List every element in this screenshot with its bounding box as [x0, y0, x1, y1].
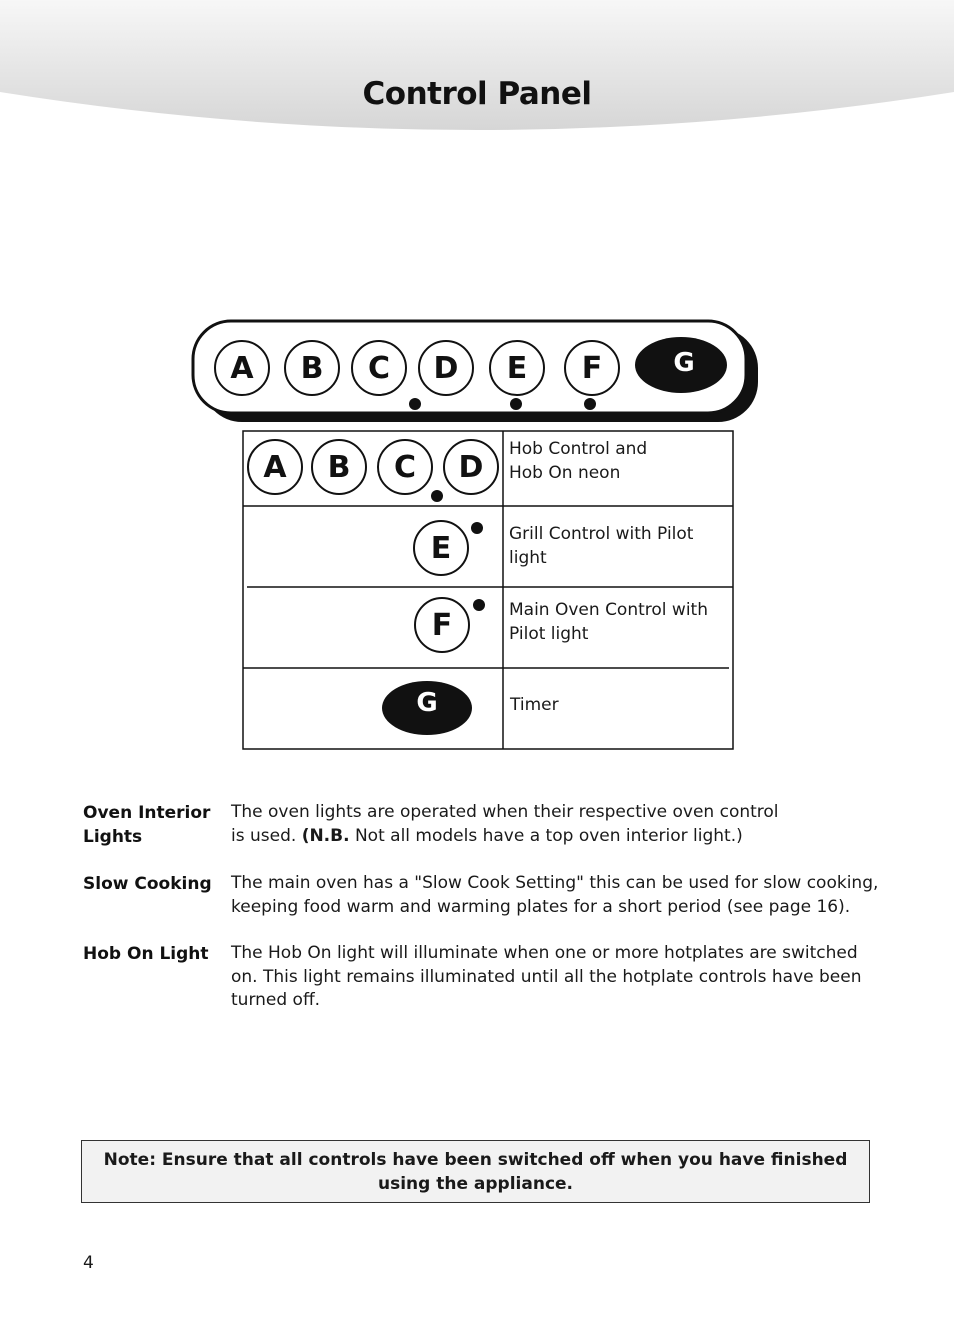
svg-text:A: A [263, 450, 287, 485]
table-oven-pilot-dot [473, 599, 485, 611]
table-timer-g [382, 681, 472, 735]
table-knob-a [248, 440, 302, 494]
table-knob-c [378, 440, 432, 494]
table-knob-e [414, 521, 468, 575]
table-knob-d [444, 440, 498, 494]
svg-text:G: G [673, 348, 695, 378]
svg-text:E: E [430, 531, 452, 566]
page-number: 4 [83, 1253, 94, 1273]
note-text: Note: Ensure that all controls have been switched off when you have finished using the appliance. [103, 1149, 848, 1194]
hob-on-light-text: The Hob On light will illuminate when one or more hotplates are switched on. This light remains illuminated until all the hotplate controls have been turned off. [231, 943, 862, 1010]
oven-interior-lights-text: The oven lights are operated when their respective oven control is used. (N.B. Not all models have a top oven interior light.) [231, 802, 779, 846]
slow-cooking-text: The main oven has a "Slow Cook Setting" this can be used for slow cooking, keeping food warm and warming plates for a short period (see page 16). [231, 873, 879, 917]
slow-cooking-label: Slow Cooking [83, 874, 212, 894]
table-knob-f [415, 598, 469, 652]
svg-text:D: D [433, 351, 459, 386]
svg-text:A: A [230, 351, 254, 386]
main-oven-control-description: Main Oven Control with Pilot light [509, 600, 708, 644]
hob-control-description: Hob Control and Hob On neon [509, 439, 648, 483]
svg-text:E: E [506, 351, 528, 386]
grill-control-description: Grill Control with Pilot light [509, 524, 694, 568]
table-knob-b [312, 440, 366, 494]
svg-text:B: B [300, 351, 324, 386]
oven-interior-lights-label: Oven Interior Lights [83, 803, 211, 847]
svg-text:C: C [367, 351, 391, 386]
svg-text:D: D [458, 450, 484, 485]
timer-description: Timer [510, 695, 559, 715]
table-grill-pilot-dot [471, 522, 483, 534]
svg-text:F: F [431, 608, 453, 643]
svg-text:G: G [416, 688, 438, 718]
svg-text:C: C [393, 450, 417, 485]
page-title: Control Panel [362, 76, 592, 112]
hob-on-light-label: Hob On Light [83, 944, 209, 964]
table-hob-neon-dot [431, 490, 443, 502]
svg-text:F: F [581, 351, 603, 386]
svg-text:B: B [327, 450, 351, 485]
note-box [81, 1140, 870, 1203]
